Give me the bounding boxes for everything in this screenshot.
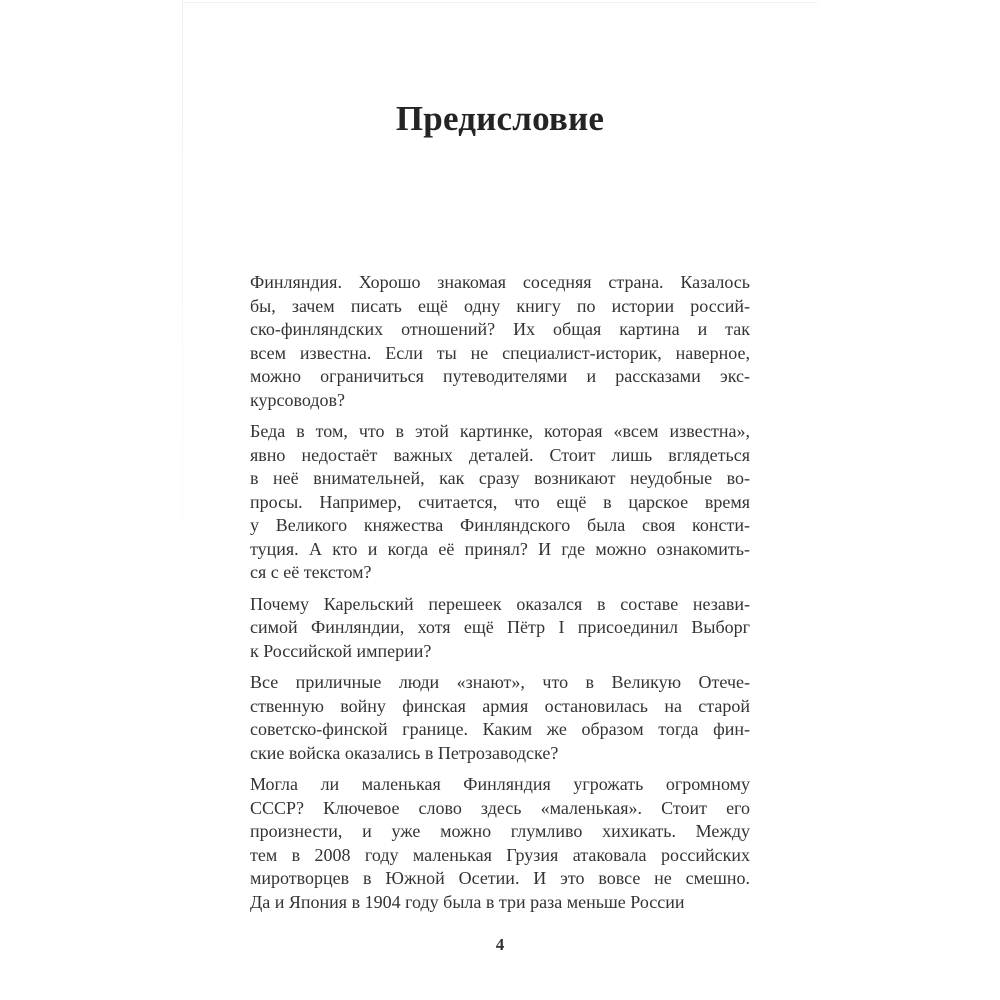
text-line: Все приличные люди «знают», что в Великую Отече- — [250, 672, 750, 692]
text-line: просы. Например, считается, что ещё в царское время — [250, 491, 750, 512]
text-line: советско-финской границе. Каким же образом тогда фин- — [250, 719, 750, 739]
paragraph — [250, 271, 750, 412]
text-line: бы, зачем писать ещё одну книгу по истории россий- — [250, 295, 750, 316]
text-line: Могла ли маленькая Финляндия угрожать огромному — [250, 774, 750, 794]
text-line: ся с её текстом? — [250, 562, 372, 582]
text-line: симой Финляндии, хотя ещё Пётр I присоединил Выборг — [250, 617, 750, 637]
page-edge-top — [182, 2, 818, 3]
paragraph — [250, 671, 750, 765]
text-line: СССР? Ключевое слово здесь «маленькая». Стоит его — [250, 797, 750, 818]
page-edge-left — [182, 0, 183, 520]
text-line: всем известна. Если ты не специалист-историк, наверное, — [250, 342, 750, 363]
text-line: курсоводов? — [250, 389, 345, 410]
text-line: ственную войну финская армия остановилась на старой — [250, 695, 750, 716]
text-line: явно недостаёт важных деталей. Стоит лишь вглядеться — [250, 444, 750, 465]
text-line: Да и Япония в 1904 году была в три раза меньше России — [250, 891, 685, 912]
text-line: миротворцев в Южной Осетии. И это вовсе не смешно. — [250, 868, 750, 888]
text-line: к Российской империи? — [250, 640, 432, 661]
text-line: произнести, и уже можно глумливо хихикать. Между — [250, 821, 750, 841]
text-line: в неё внимательней, как сразу возникают неудобные во- — [250, 468, 750, 488]
paragraph — [250, 420, 750, 585]
text-line: Почему Карельский перешеек оказался в составе незави- — [250, 593, 750, 614]
text-line: ско-финляндских отношений? Их общая картина и так — [250, 319, 750, 339]
text-line: туция. А кто и когда её принял? И где можно ознакомить- — [250, 538, 750, 559]
text-block — [250, 271, 750, 914]
text-line: Беда в том, что в этой картинке, которая «всем известна», — [250, 421, 750, 441]
page-number: 4 — [495, 935, 505, 954]
paragraph — [250, 593, 750, 664]
text-line: у Великого княжества Финляндского была своя консти- — [250, 515, 750, 535]
paragraph — [250, 773, 750, 914]
chapter-title: Предисловие — [395, 99, 605, 138]
text-line: тем в 2008 году маленькая Грузия атаковала российских — [250, 844, 750, 865]
text-line: Финляндия. Хорошо знакомая соседняя страна. Казалось — [250, 272, 750, 292]
text-line: можно ограничиться путеводителями и рассказами экс- — [250, 366, 750, 386]
text-line: ские войска оказались в Петрозаводске? — [250, 742, 559, 763]
